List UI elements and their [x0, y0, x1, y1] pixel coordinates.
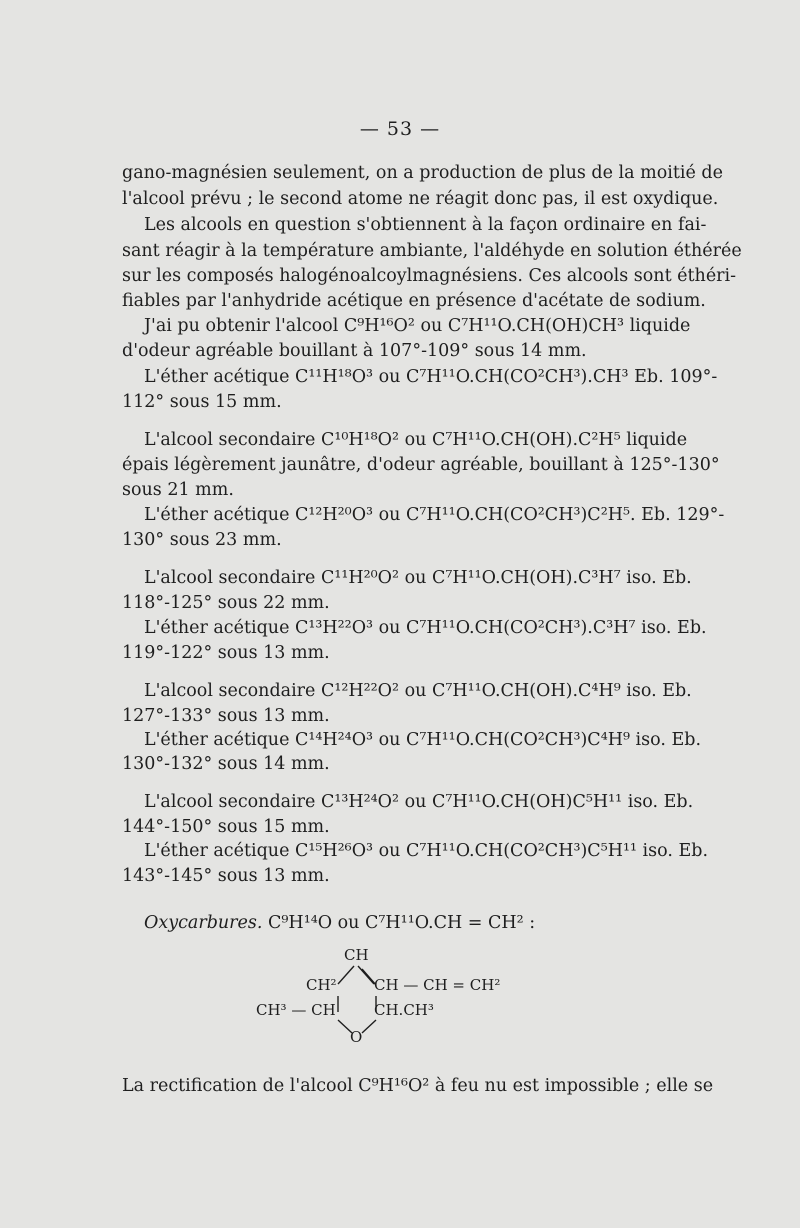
text-line: L'alcool secondaire C¹⁰H¹⁸O² ou C⁷H¹¹O.CH(OH).C²H⁵ liquide: [144, 430, 688, 450]
atom-left-upper: CH²: [306, 976, 337, 994]
text-line: L'éther acétique C¹²H²⁰O³ ou C⁷H¹¹O.CH(CO²CH³)C²H⁵. Eb. 129°-: [144, 505, 725, 525]
atom-right-upper: CH — CH = CH²: [374, 976, 501, 994]
oxycarbures-heading: [144, 911, 662, 935]
text-line: sous 21 mm.: [122, 480, 234, 500]
text-line: gano-magnésien seulement, on a production de plus de la moitié de: [122, 163, 723, 183]
text-line: L'alcool secondaire C¹²H²²O² ou C⁷H¹¹O.CH(OH).C⁴H⁹ iso. Eb.: [144, 681, 692, 701]
text-line: 112° sous 15 mm.: [122, 392, 282, 412]
text-line: fiables par l'anhydride acétique en présence d'acétate de sodium.: [122, 291, 706, 311]
text-line: 144°-150° sous 15 mm.: [122, 817, 330, 837]
text-line: sur les composés halogénoalcoylmagnésiens. Ces alcools sont éthéri-: [122, 266, 737, 286]
text-line: 118°-125° sous 22 mm.: [122, 593, 330, 613]
ring-bonds: [252, 944, 552, 1054]
structural-formula: [252, 944, 552, 1054]
text-line: 127°-133° sous 13 mm.: [122, 706, 330, 726]
atom-top: CH: [344, 946, 369, 964]
atom-right-lower: CH.CH³: [374, 1001, 434, 1019]
atom-left-lower: CH³ — CH: [256, 1001, 336, 1019]
page-number: — 53 —: [359, 118, 441, 140]
text-line: 130°-132° sous 14 mm.: [122, 754, 330, 774]
text-line: Les alcools en question s'obtiennent à la façon ordinaire en fai-: [144, 215, 707, 235]
text-line: La rectification de l'alcool C⁹H¹⁶O² à feu nu est impossible ; elle se: [122, 1076, 714, 1096]
text-line: L'éther acétique C¹⁵H²⁶O³ ou C⁷H¹¹O.CH(CO²CH³)C⁵H¹¹ iso. Eb.: [144, 841, 709, 861]
text-line: 119°-122° sous 13 mm.: [122, 643, 330, 663]
text-line: L'alcool secondaire C¹³H²⁴O² ou C⁷H¹¹O.CH(OH)C⁵H¹¹ iso. Eb.: [144, 792, 694, 812]
text-line: L'éther acétique C¹³H²²O³ ou C⁷H¹¹O.CH(CO²CH³).C³H⁷ iso. Eb.: [144, 618, 707, 638]
oxycarbures-formula: C⁹H¹⁴O ou C⁷H¹¹O.CH = CH² :: [268, 913, 536, 933]
oxycarbures-label: Oxycarbures.: [144, 913, 263, 933]
text-line: d'odeur agréable bouillant à 107°-109° sous 14 mm.: [122, 341, 587, 361]
text-line: épais légèrement jaunâtre, d'odeur agréable, bouillant à 125°-130°: [122, 455, 720, 475]
text-line: l'alcool prévu ; le second atome ne réagit donc pas, il est oxydique.: [122, 189, 719, 209]
text-line: sant réagir à la température ambiante, l'aldéhyde en solution éthérée: [122, 241, 742, 261]
text-line: L'éther acétique C¹⁴H²⁴O³ ou C⁷H¹¹O.CH(CO²CH³)C⁴H⁹ iso. Eb.: [144, 730, 702, 750]
text-line: L'éther acétique C¹¹H¹⁸O³ ou C⁷H¹¹O.CH(CO²CH³).CH³ Eb. 109°-: [144, 367, 718, 387]
text-line: 143°-145° sous 13 mm.: [122, 866, 330, 886]
text-line: J'ai pu obtenir l'alcool C⁹H¹⁶O² ou C⁷H¹¹O.CH(OH)CH³ liquide: [144, 316, 691, 336]
text-line: 130° sous 23 mm.: [122, 530, 282, 550]
atom-bottom: O: [350, 1028, 363, 1046]
text-line: L'alcool secondaire C¹¹H²⁰O² ou C⁷H¹¹O.CH(OH).C³H⁷ iso. Eb.: [144, 568, 692, 588]
